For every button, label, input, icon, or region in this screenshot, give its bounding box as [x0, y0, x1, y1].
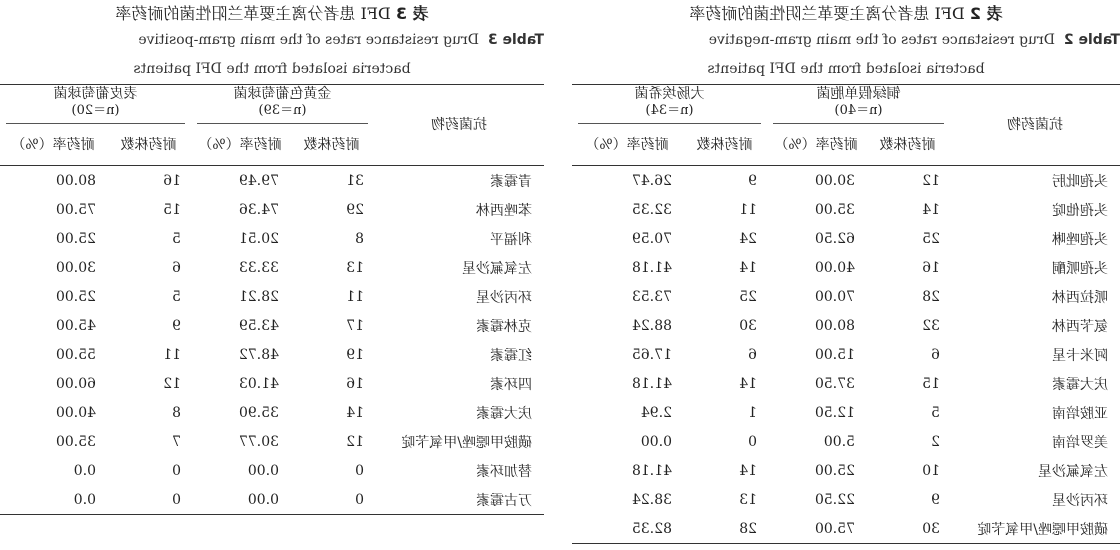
- drug-name-cell: 四环素: [490, 376, 532, 393]
- resistant-count-2-cell: 0: [172, 462, 181, 479]
- column-header-drug: 抗菌药物: [374, 85, 544, 166]
- resistant-count-2-cell: 9: [172, 317, 181, 334]
- resistance-rate-1-cell: 41.03: [238, 375, 279, 392]
- table-2-caption-en-line2: bacteria isolated from the DFI patients: [707, 61, 985, 77]
- table-row: [572, 427, 1120, 456]
- table-3-label-en: Table 3: [487, 32, 544, 48]
- resistance-rate-1-cell: 30.00: [814, 172, 855, 189]
- table-row: [572, 398, 1120, 427]
- resistance-rate-2-cell: 41.18: [631, 375, 672, 392]
- table-row: [572, 282, 1120, 311]
- resistance-rate-1-cell: 22.50: [814, 491, 855, 508]
- table-2-label-zh: 表 2: [969, 4, 1003, 23]
- table-row: [0, 311, 544, 340]
- resistance-rate-2-cell: 0.00: [640, 433, 672, 450]
- resistant-count-1-cell: 0: [355, 462, 364, 479]
- table-2-label-en: Table 2: [1063, 32, 1120, 48]
- table-3: [0, 84, 544, 515]
- resistant-count-1-cell: 25: [922, 230, 940, 247]
- resistance-rate-1-cell: 35.00: [814, 201, 855, 218]
- drug-name-cell: 左氧氟沙星: [462, 260, 532, 277]
- resistant-count-1-cell: 13: [346, 259, 364, 276]
- resistant-count-1-cell: 14: [922, 201, 940, 218]
- resistant-count-2-cell: 13: [739, 491, 757, 508]
- drug-name-cell: 苯唑西林: [476, 202, 532, 219]
- table-3-title-zh: DFI 患者分离主要革兰阳性菌的耐药率: [115, 4, 391, 23]
- subheader-rate-2-text: 耐药率（%）: [11, 137, 95, 153]
- resistant-count-1-cell: 19: [346, 346, 364, 363]
- resistant-count-2-cell: 0: [106, 485, 191, 515]
- subheader-rate-1-text: 耐药率（%）: [774, 137, 858, 153]
- resistance-rate-1-cell: 35.90: [238, 404, 279, 421]
- organism-1-n: (n＝40): [834, 103, 883, 118]
- resistant-count-1-cell: 8: [355, 230, 364, 247]
- resistant-count-1-cell: 17: [346, 317, 364, 334]
- resistant-count-2-cell: 14: [739, 259, 757, 276]
- subheader-rate-2-text: 耐药率（%）: [585, 137, 669, 153]
- resistant-count-2-cell: 7: [172, 433, 181, 450]
- table-row: [572, 253, 1120, 282]
- subheader-rate-1: [191, 125, 289, 166]
- drug-name-cell: 环丙沙星: [1052, 492, 1108, 509]
- resistant-count-1-cell: 5: [931, 404, 940, 421]
- resistance-rate-2-cell: 41.18: [631, 462, 672, 479]
- table-row: [0, 398, 544, 427]
- resistant-count-2-cell: 16: [163, 172, 181, 189]
- subheader-count-2-text: 耐药株数: [696, 137, 753, 153]
- table-3-title-en: Drug resistance rates of the main gram-positive: [138, 32, 479, 48]
- organism-2-n: (n＝20): [71, 103, 120, 118]
- subheader-count-2: [682, 125, 767, 166]
- resistance-rate-1-cell: 5.00: [823, 433, 855, 450]
- table-3-caption-zh: [0, 2, 544, 26]
- drug-name-cell: 美罗培南: [1052, 434, 1108, 451]
- resistance-rate-1-cell: 75.00: [767, 514, 865, 544]
- resistant-count-1-cell: 16: [346, 375, 364, 392]
- resistant-count-1-cell: 2: [931, 433, 940, 450]
- resistant-count-2-cell: 14: [739, 462, 757, 479]
- subheader-count-2: [106, 125, 191, 166]
- table-row: [572, 369, 1120, 398]
- column-header-organism-1: [191, 85, 374, 126]
- resistant-count-2-cell: 8: [172, 404, 181, 421]
- drug-name-cell: 哌拉西林: [1052, 289, 1108, 306]
- resistance-rate-2-cell: 73.53: [631, 288, 672, 305]
- resistant-count-1-cell: 6: [931, 346, 940, 363]
- resistance-rate-1-cell: 28.21: [238, 288, 279, 305]
- resistant-count-2-cell: 24: [739, 230, 757, 247]
- drug-name-cell: 头孢他啶: [1052, 202, 1108, 219]
- resistance-rate-2-cell: 0.0: [73, 462, 96, 479]
- table-row: [0, 340, 544, 369]
- table-row: [572, 514, 1120, 544]
- resistant-count-2-cell: 28: [682, 514, 767, 544]
- resistance-rate-1-cell: 15.00: [814, 346, 855, 363]
- resistant-count-2-cell: 25: [739, 288, 757, 305]
- column-header-organism-1: [767, 85, 950, 126]
- subheader-rate-2: [572, 125, 682, 166]
- resistance-rate-1-cell: 79.49: [238, 172, 279, 189]
- resistance-rate-2-cell: 32.35: [631, 201, 672, 218]
- organism-1-name: 金黄色葡萄球菌: [233, 86, 332, 102]
- table-row: [572, 456, 1120, 485]
- resistance-rate-2-cell: 60.00: [55, 375, 96, 392]
- resistance-rate-1-cell: 62.50: [814, 230, 855, 247]
- resistance-rate-1-cell: 12.50: [814, 404, 855, 421]
- drug-name-cell: 磺胺甲噁唑/甲氧苄啶: [950, 514, 1120, 544]
- resistant-count-1-cell: 12: [346, 433, 364, 450]
- resistance-rate-1-cell: 0.00: [247, 462, 279, 479]
- drug-name-cell: 庆大霉素: [476, 405, 532, 422]
- resistant-count-2-cell: 6: [172, 259, 181, 276]
- resistance-rate-2-cell: 26.47: [631, 172, 672, 189]
- resistant-count-1-cell: 14: [346, 404, 364, 421]
- table-row: [572, 224, 1120, 253]
- subheader-count-1-text: 耐药株数: [303, 137, 360, 153]
- subheader-rate-2: [0, 125, 106, 166]
- resistant-count-1-cell: 15: [922, 375, 940, 392]
- resistant-count-2-cell: 14: [739, 375, 757, 392]
- drug-name-cell: 利福平: [490, 231, 532, 248]
- resistance-rate-2-cell: 0.0: [0, 485, 106, 515]
- resistance-rate-1-cell: 25.00: [814, 462, 855, 479]
- column-header-organism-2: [572, 85, 767, 126]
- subheader-rate-1-text: 耐药率（%）: [198, 137, 282, 153]
- resistant-count-2-cell: 6: [748, 346, 757, 363]
- resistance-rate-1-cell: 33.33: [238, 259, 279, 276]
- column-header-organism-2: [0, 85, 191, 126]
- resistant-count-1-cell: 10: [922, 462, 940, 479]
- table-2-caption-en: [572, 26, 1120, 84]
- table-row: [0, 253, 544, 282]
- resistance-rate-2-cell: 25.00: [55, 288, 96, 305]
- drug-name-cell: 红霉素: [490, 347, 532, 364]
- resistant-count-1-cell: 32: [922, 317, 940, 334]
- table-2: [572, 84, 1120, 544]
- resistance-rate-2-cell: 2.94: [640, 404, 672, 421]
- resistance-rate-1-cell: 43.59: [238, 317, 279, 334]
- resistance-rate-2-cell: 30.00: [55, 259, 96, 276]
- resistant-count-2-cell: 11: [739, 201, 757, 218]
- table-row: [572, 166, 1120, 196]
- table-3-caption-en: [0, 26, 544, 84]
- drug-name-cell: 替加环素: [476, 463, 532, 480]
- table-row: [0, 224, 544, 253]
- table-row: [0, 166, 544, 196]
- organism-1-name: 铜绿假单胞菌: [816, 86, 901, 102]
- resistant-count-2-cell: 0: [748, 433, 757, 450]
- resistance-rate-1-cell: 48.72: [238, 346, 279, 363]
- table-row: [0, 485, 544, 515]
- drug-name-cell: 氨苄西林: [1052, 318, 1108, 335]
- table-row: [0, 282, 544, 311]
- subheader-count-2-text: 耐药株数: [120, 137, 177, 153]
- resistance-rate-2-cell: 70.59: [631, 230, 672, 247]
- table-2-caption-en-line1: [572, 26, 1120, 55]
- resistant-count-1-cell: 0: [289, 485, 374, 515]
- resistant-count-2-cell: 5: [172, 230, 181, 247]
- drug-name-cell: 克林霉素: [476, 318, 532, 335]
- resistance-rate-1-cell: 0.00: [191, 485, 289, 515]
- resistance-rate-1-cell: 74.36: [238, 201, 279, 218]
- resistance-rate-1-cell: 20.51: [238, 230, 279, 247]
- table-row: [0, 195, 544, 224]
- resistant-count-1-cell: 16: [922, 259, 940, 276]
- drug-name-cell: 阿米卡星: [1052, 347, 1108, 364]
- drug-name-cell: 庆大霉素: [1052, 376, 1108, 393]
- resistance-rate-2-cell: 75.00: [55, 201, 96, 218]
- resistance-rate-2-cell: 41.18: [631, 259, 672, 276]
- resistant-count-2-cell: 15: [163, 201, 181, 218]
- organism-2-n: (n＝34): [645, 103, 694, 118]
- subheader-count-1-text: 耐药株数: [879, 137, 936, 153]
- drug-name-cell: 万古霉素: [374, 485, 544, 515]
- resistance-rate-2-cell: 88.24: [631, 317, 672, 334]
- table-2-caption-zh: [572, 2, 1120, 26]
- resistance-rate-2-cell: 35.00: [55, 433, 96, 450]
- table-2-title-en: Drug resistance rates of the main gram-negative: [708, 32, 1055, 48]
- table-row: [572, 485, 1120, 514]
- resistant-count-1-cell: 11: [346, 288, 364, 305]
- resistant-count-1-cell: 28: [922, 288, 940, 305]
- table-row: [0, 369, 544, 398]
- resistance-rate-2-cell: 40.00: [55, 404, 96, 421]
- table-row: [572, 195, 1120, 224]
- resistance-rate-2-cell: 45.00: [55, 317, 96, 334]
- resistant-count-2-cell: 1: [748, 404, 757, 421]
- subheader-rate-1: [767, 125, 865, 166]
- table-row: [572, 311, 1120, 340]
- column-header-drug: 抗菌药物: [950, 85, 1120, 166]
- table-row: [0, 427, 544, 456]
- table-3-caption-en-line1: [0, 26, 544, 55]
- subheader-count-1: [865, 125, 950, 166]
- resistance-rate-1-cell: 40.00: [814, 259, 855, 276]
- table-3-caption-en-line2: bacteria isolated from the DFI patients: [133, 61, 411, 77]
- resistant-count-1-cell: 12: [922, 172, 940, 189]
- resistance-rate-2-cell: 17.65: [631, 346, 672, 363]
- organism-2-name: 表皮葡萄球菌: [53, 86, 138, 102]
- resistance-rate-2-cell: 55.00: [55, 346, 96, 363]
- resistant-count-1-cell: 30: [865, 514, 950, 544]
- resistance-rate-1-cell: 30.77: [238, 433, 279, 450]
- resistant-count-2-cell: 11: [163, 346, 181, 363]
- resistant-count-2-cell: 12: [163, 375, 181, 392]
- subheader-count-1: [289, 125, 374, 166]
- organism-2-name: 大肠埃希菌: [634, 86, 705, 102]
- resistant-count-1-cell: 9: [931, 491, 940, 508]
- organism-1-n: (n＝39): [258, 103, 307, 118]
- drug-name-cell: 头孢吡肟: [1052, 173, 1108, 190]
- resistant-count-1-cell: 29: [346, 201, 364, 218]
- resistant-count-2-cell: 9: [748, 172, 757, 189]
- drug-name-cell: 磺胺甲噁唑/甲氧苄啶: [401, 434, 532, 451]
- resistant-count-1-cell: 31: [346, 172, 364, 189]
- resistance-rate-2-cell: 38.24: [631, 491, 672, 508]
- resistance-rate-2-cell: 25.00: [55, 230, 96, 247]
- resistant-count-2-cell: 5: [172, 288, 181, 305]
- resistance-rate-1-cell: 80.00: [814, 317, 855, 334]
- drug-name-cell: 亚胺培南: [1052, 405, 1108, 422]
- drug-name-cell: 左氧氟沙星: [1038, 463, 1108, 480]
- drug-name-cell: 环丙沙星: [476, 289, 532, 306]
- table-row: [0, 456, 544, 485]
- resistant-count-2-cell: 30: [739, 317, 757, 334]
- drug-name-cell: 青霉素: [490, 173, 532, 190]
- table-3-block: [0, 0, 544, 515]
- drug-name-cell: 头孢哌酮: [1052, 260, 1108, 277]
- drug-name-cell: 头孢唑啉: [1052, 231, 1108, 248]
- table-2-block: [572, 0, 1120, 544]
- table-3-label-zh: 表 3: [395, 4, 429, 23]
- resistance-rate-1-cell: 37.50: [814, 375, 855, 392]
- resistance-rate-1-cell: 70.00: [814, 288, 855, 305]
- resistance-rate-2-cell: 80.00: [55, 172, 96, 189]
- table-2-title-zh: DFI 患者分离主要革兰阴性菌的耐药率: [689, 4, 965, 23]
- resistance-rate-2-cell: 82.35: [572, 514, 682, 544]
- table-row: [572, 340, 1120, 369]
